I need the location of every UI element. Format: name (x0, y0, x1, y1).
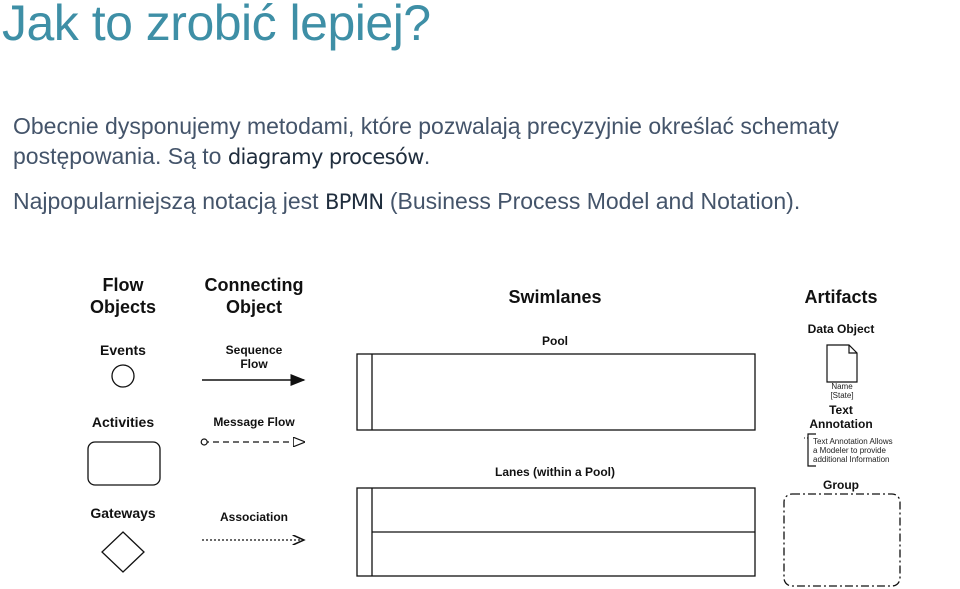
sequence-flow-label-line-2: Flow (240, 357, 268, 371)
bpmn-prefix: Najpopularniejszą notacją jest (13, 188, 325, 214)
intro-line-2-prefix: postępowania. Są to (13, 143, 228, 169)
group-shape (784, 494, 900, 586)
data-object-label: Data Object (807, 322, 875, 336)
connecting-object-header (194, 274, 314, 318)
text-annotation-body (813, 437, 893, 464)
flow-objects-header (78, 274, 168, 318)
slide-title: Jak to zrobić lepiej? (2, 0, 431, 51)
connecting-header-line-1: Connecting (204, 275, 304, 295)
sequence-flow-label-line-1: Sequence (225, 343, 283, 357)
annotation-body-line-3: additional Information (813, 455, 890, 464)
annotation-body-line-1: Text Annotation Allows (813, 437, 893, 446)
swimlanes-header: Swimlanes (508, 287, 602, 307)
bpmn-suffix: (Business Process Model and Notation). (383, 188, 801, 214)
artifacts-header: Artifacts (804, 287, 878, 307)
pool-label: Pool (542, 334, 568, 348)
lanes-label: Lanes (within a Pool) (494, 465, 615, 479)
data-object-name-line-1: Name (831, 382, 853, 391)
data-object-name-line-2: [State] (830, 391, 854, 400)
annotation-body-line-2: a Modeler to provide (813, 446, 886, 455)
group-label: Group (823, 478, 859, 492)
activities-label: Activities (91, 414, 155, 430)
association-label: Association (219, 510, 288, 524)
event-circle-icon (112, 365, 134, 387)
intro-line-1: Obecnie dysponujemy metodami, które pozwalają precyzyjnie określać schematy (13, 113, 839, 139)
message-flow-label: Message Flow (213, 415, 295, 429)
process-diagrams-emphasis: diagramy procesów (227, 145, 424, 169)
bpmn-emphasis: BPMN (324, 190, 384, 214)
events-label: Events (100, 342, 146, 358)
text-annotation-label (791, 403, 891, 431)
flow-objects-header-line-1: Flow (102, 275, 144, 295)
text-annotation-label-line-2: Annotation (809, 417, 873, 431)
gateways-label: Gateways (90, 505, 156, 521)
connecting-header-line-2: Object (225, 297, 282, 317)
pool-shape (357, 354, 755, 430)
data-object-icon (827, 345, 857, 382)
data-object-name (822, 382, 862, 400)
flow-objects-header-line-2: Objects (89, 297, 157, 317)
sequence-flow-label (204, 343, 304, 371)
intro-line-2-suffix: . (423, 143, 431, 169)
activity-shape-icon (88, 442, 160, 485)
gateway-diamond-icon (102, 532, 144, 572)
text-annotation-label-line-1: Text (829, 403, 853, 417)
